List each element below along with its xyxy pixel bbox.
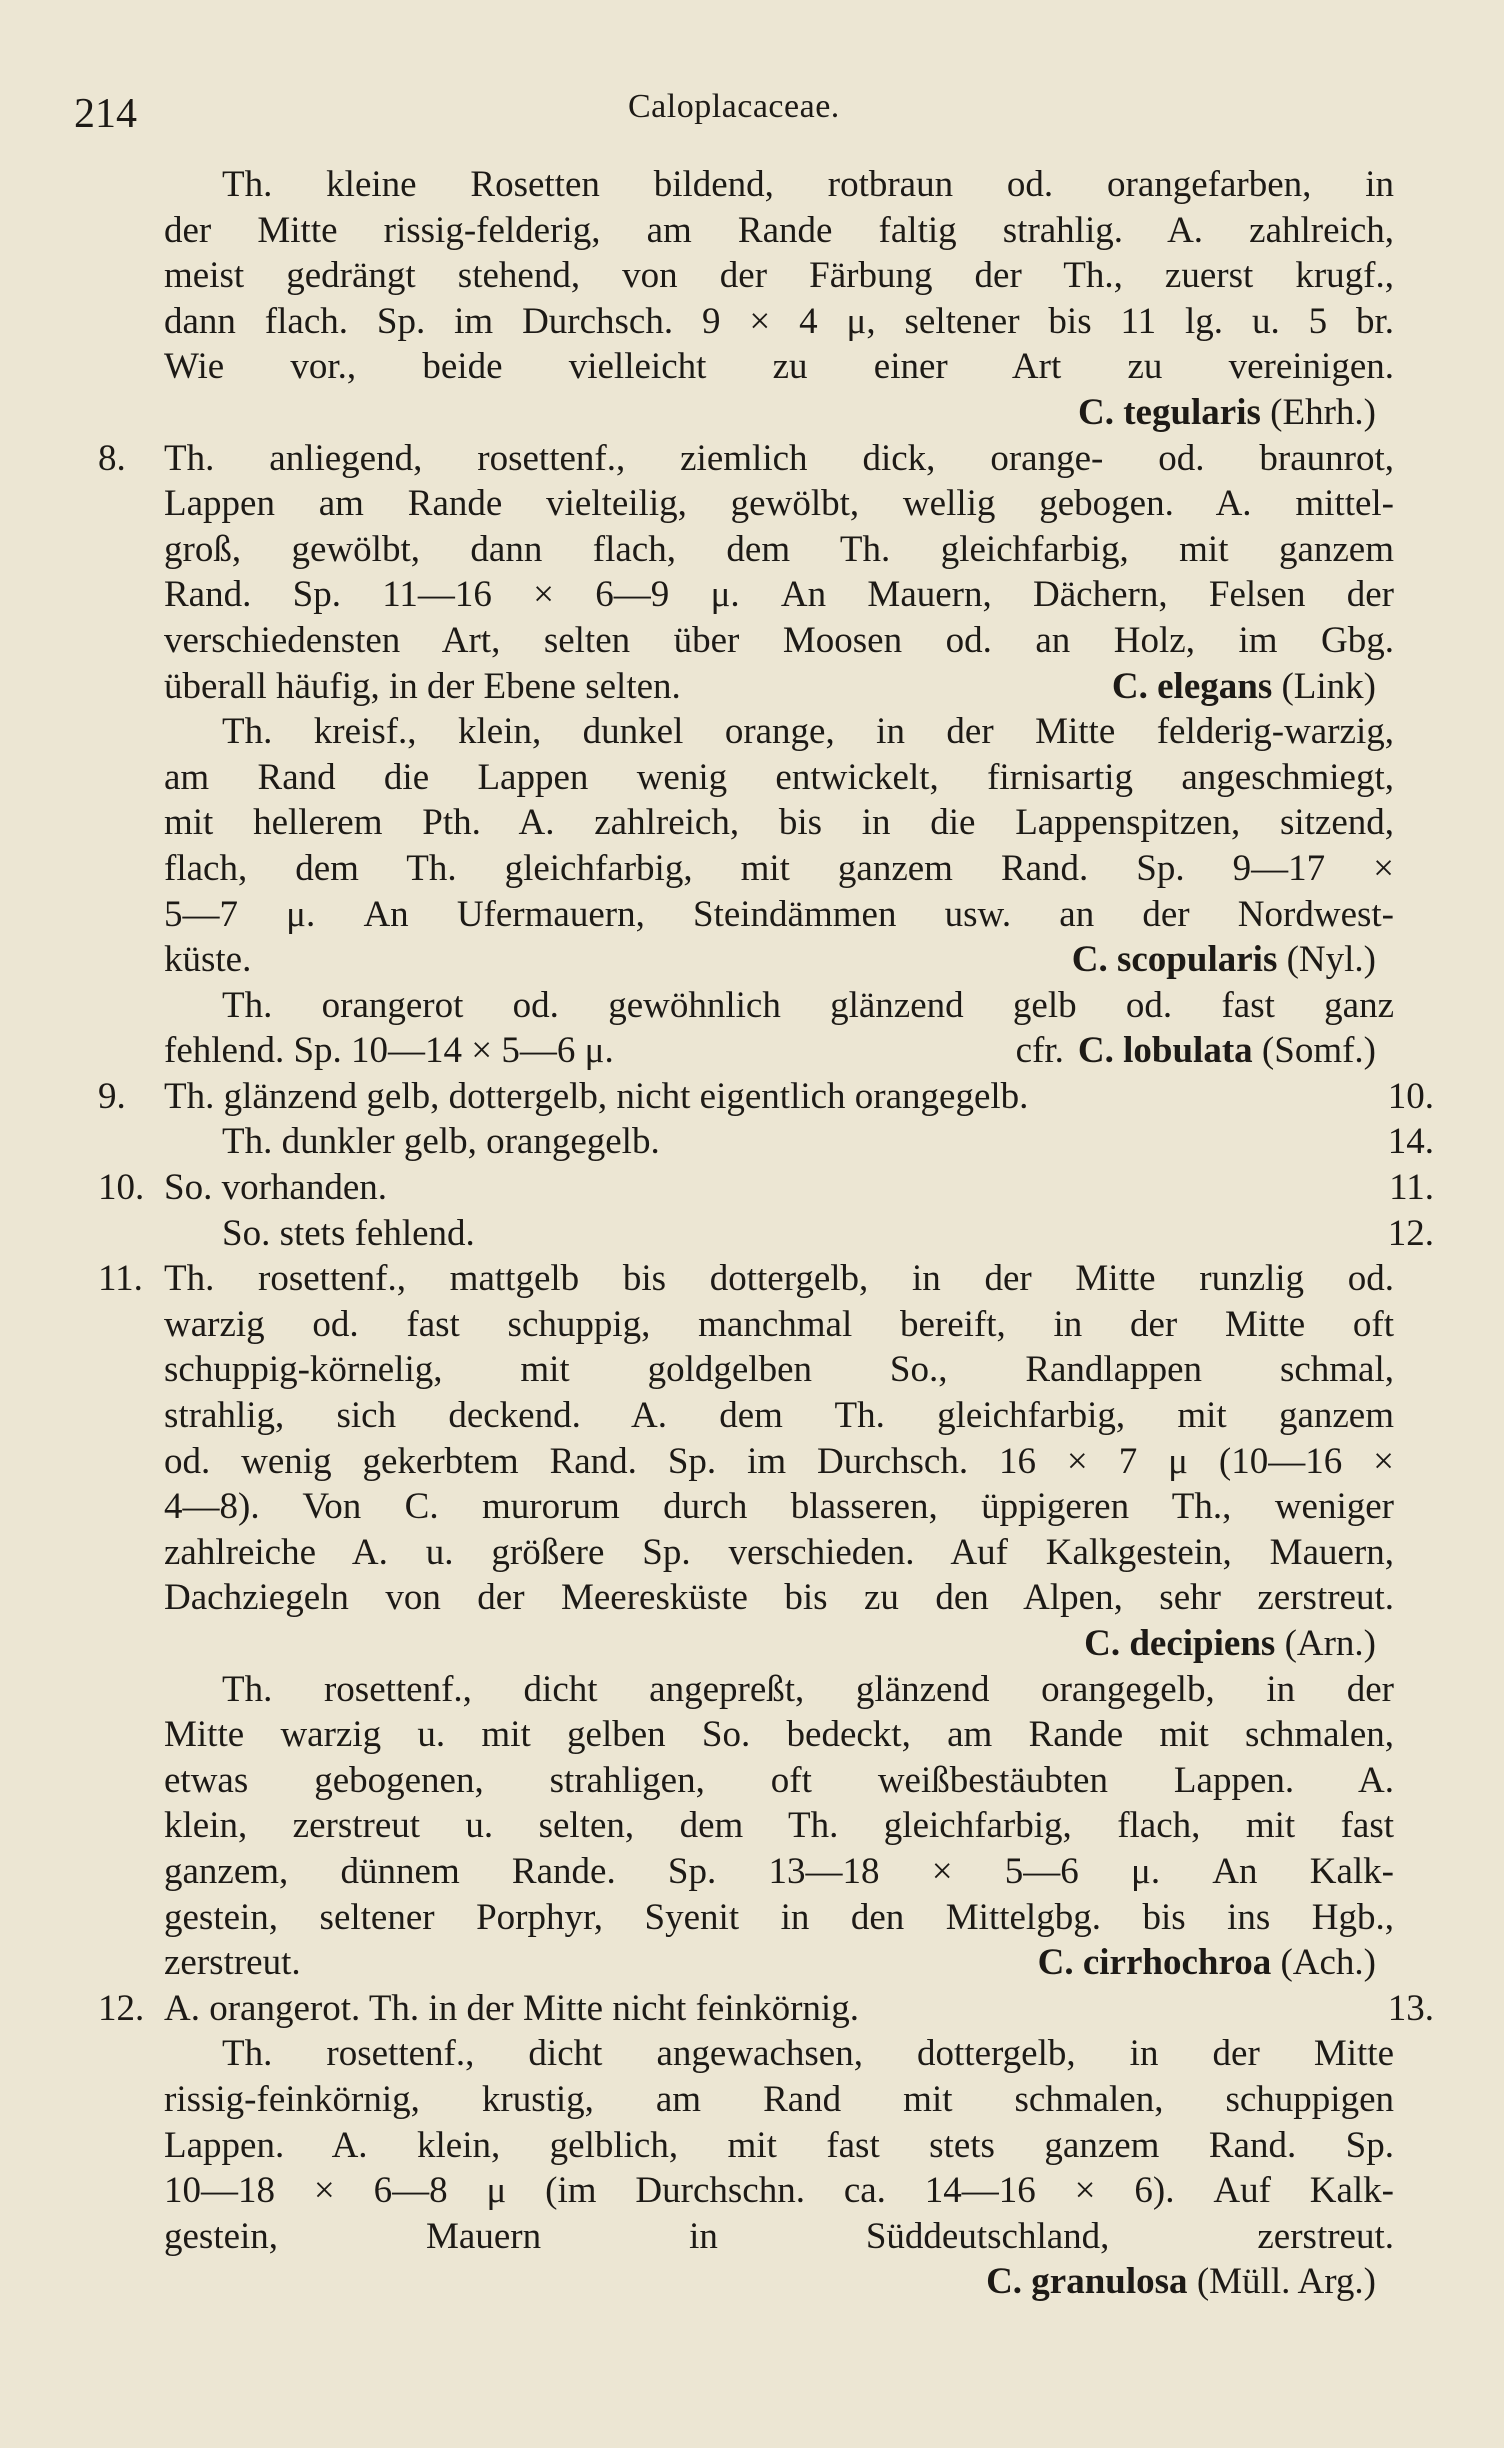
text-line — [104, 892, 1434, 938]
text-line-content: gestein, seltener Porphyr, Syenit in den Mittelgbg. bis ins Hgb., — [164, 1896, 1394, 1938]
species-binomial: C. decipiens — [1084, 1623, 1276, 1664]
text-line — [98, 436, 1434, 482]
species-name — [1038, 1940, 1376, 1986]
key-text — [98, 162, 1434, 2305]
text-line — [104, 1575, 1434, 1621]
text-line-content: Th. anliegend, rosettenf., ziemlich dick, orange- od. braunrot, — [164, 437, 1394, 479]
key-text: Th. dunkler gelb, orangegelb. — [222, 1121, 660, 1163]
species-author: (Arn.) — [1284, 1623, 1376, 1664]
key-reference: 10. — [1387, 1075, 1434, 1117]
species-name — [986, 2259, 1376, 2305]
key-number: 12. — [98, 1987, 145, 2029]
text-line — [104, 1530, 1434, 1576]
text-line-content: 10—18 × 6—8 μ (im Durchschn. ca. 14—16 × 6). Auf Kalk- — [164, 2170, 1394, 2212]
text-line-content: 4—8). Von C. murorum durch blasseren, üppigeren Th., weniger — [164, 1486, 1394, 1528]
key-text: Th. glänzend gelb, dottergelb, nicht eigentlich orangegelb. — [164, 1075, 1029, 1117]
text-line-content: Th. rosettenf., dicht angepreßt, glänzend orangegelb, in der — [222, 1668, 1394, 1710]
text-line-content: od. wenig gekerbtem Rand. Sp. im Durchsch. 16 × 7 μ (10—16 × — [164, 1440, 1394, 1482]
text-line-content: rissig-feinkörnig, krustig, am Rand mit schmalen, schuppigen — [164, 2078, 1394, 2120]
text-line — [104, 664, 1434, 710]
species-binomial: C. lobulata — [1077, 1030, 1253, 1072]
text-line — [104, 1940, 1434, 1986]
text-line-content: Dachziegeln von der Meeresküste bis zu den Alpen, sehr zerstreut. — [164, 1577, 1394, 1619]
text-line-content: Th. kreisf., klein, dunkel orange, in der Mitte felderig-warzig, — [222, 711, 1394, 753]
text-line — [104, 2168, 1434, 2214]
species-author: (Müll. Arg.) — [1196, 2261, 1376, 2303]
text-line-content: meist gedrängt stehend, von der Färbung der Th., zuerst krugf., — [164, 255, 1394, 297]
key-line — [98, 1986, 1434, 2032]
species-line — [104, 390, 1434, 436]
species-name — [1072, 937, 1376, 983]
key-reference: 12. — [1387, 1212, 1434, 1254]
text-line — [104, 2123, 1434, 2169]
key-line — [104, 1211, 1434, 1257]
text-line — [104, 1667, 1434, 1713]
text-line-content: flach, dem Th. gleichfarbig, mit ganzem Rand. Sp. 9—17 × — [164, 847, 1394, 889]
text-line — [104, 162, 1434, 208]
text-line-content: 5—7 μ. An Ufermauern, Steindämmen usw. an der Nordwest- — [164, 893, 1394, 935]
text-line — [104, 1484, 1434, 1530]
species-author: (Ach.) — [1280, 1942, 1376, 1984]
species-binomial: C. tegularis — [1077, 391, 1261, 433]
text-line-content: zerstreut. — [164, 1942, 301, 1984]
text-line-content: Th. rosettenf., mattgelb bis dottergelb, in der Mitte runzlig od. — [164, 1258, 1394, 1300]
text-line-content: groß, gewölbt, dann flach, dem Th. gleichfarbig, mit ganzem — [164, 528, 1394, 570]
key-number: 10. — [98, 1167, 145, 1209]
cfr-prefix: cfr. — [1015, 1030, 1064, 1072]
text-line — [104, 253, 1434, 299]
text-line-content: Mitte warzig u. mit gelben So. bedeckt, am Rande mit schmalen, — [164, 1714, 1394, 1756]
key-number: 11. — [98, 1258, 143, 1300]
species-line — [104, 2259, 1434, 2305]
running-title: Caloplacaceae. — [628, 88, 840, 125]
key-text: A. orangerot. Th. in der Mitte nicht feinkörnig. — [164, 1987, 859, 2029]
text-line-content: überall häufig, in der Ebene selten. — [164, 665, 681, 707]
text-line — [104, 1393, 1434, 1439]
text-line-content: schuppig-körnelig, mit goldgelben So., Randlappen schmal, — [164, 1349, 1394, 1391]
text-line — [104, 800, 1434, 846]
text-line-content: etwas gebogenen, strahligen, oft weißbestäubten Lappen. A. — [164, 1759, 1394, 1801]
text-line — [104, 1712, 1434, 1758]
text-line — [104, 1803, 1434, 1849]
species-line — [104, 1621, 1434, 1667]
text-line — [104, 618, 1434, 664]
text-line-content: zahlreiche A. u. größere Sp. verschieden. Auf Kalkgestein, Mauern, — [164, 1531, 1394, 1573]
text-line-content: Rand. Sp. 11—16 × 6—9 μ. An Mauern, Dächern, Felsen der — [164, 574, 1394, 616]
text-line — [104, 1758, 1434, 1804]
species-binomial: C. cirrhochroa — [1037, 1942, 1272, 1984]
species-binomial: C. scopularis — [1071, 939, 1278, 981]
text-line-content: fehlend. Sp. 10—14 × 5—6 μ. — [164, 1030, 614, 1072]
text-line-content: mit hellerem Pth. A. zahlreich, bis in die Lappenspitzen, sitzend, — [164, 802, 1394, 844]
text-line-content: dann flach. Sp. im Durchsch. 9 × 4 μ, seltener bis 11 lg. u. 5 br. — [164, 300, 1394, 342]
species-binomial: C. elegans — [1111, 665, 1273, 707]
text-line-content: verschiedensten Art, selten über Moosen od. an Holz, im Gbg. — [164, 619, 1394, 661]
text-line — [104, 527, 1434, 573]
text-line — [104, 1849, 1434, 1895]
text-line-content: Lappen am Rande vielteilig, gewölbt, wellig gebogen. A. mittel- — [164, 483, 1394, 525]
text-line — [104, 983, 1434, 1029]
text-line-content: klein, zerstreut u. selten, dem Th. gleichfarbig, flach, mit fast — [164, 1805, 1394, 1847]
text-line — [104, 572, 1434, 618]
text-line — [104, 1439, 1434, 1485]
text-line — [104, 208, 1434, 254]
text-line — [104, 2214, 1434, 2260]
key-line — [98, 1165, 1434, 1211]
species-name — [1078, 390, 1376, 436]
text-line — [104, 755, 1434, 801]
species-name — [1112, 664, 1376, 710]
species-author: (Somf.) — [1261, 1030, 1376, 1072]
species-author: (Link) — [1281, 665, 1376, 707]
text-line — [104, 2031, 1434, 2077]
text-line-content: am Rand die Lappen wenig entwickelt, firnisartig angeschmiegt, — [164, 756, 1394, 798]
text-line-content: Th. orangerot od. gewöhnlich glänzend gelb od. fast ganz — [222, 984, 1394, 1026]
page-header — [0, 84, 1504, 144]
species-name — [1016, 1028, 1376, 1074]
text-line — [104, 846, 1434, 892]
key-reference: 11. — [1389, 1167, 1434, 1209]
text-line-content: ganzem, dünnem Rande. Sp. 13—18 × 5—6 μ. An Kalk- — [164, 1850, 1394, 1892]
text-line-content: küste. — [164, 939, 252, 981]
key-line — [104, 1119, 1434, 1165]
key-text: So. stets fehlend. — [222, 1212, 475, 1254]
text-line — [104, 1895, 1434, 1941]
text-line — [104, 1028, 1434, 1074]
text-line-content: Th. rosettenf., dicht angewachsen, dottergelb, in der Mitte — [222, 2033, 1394, 2075]
text-line — [98, 1256, 1434, 1302]
text-line — [104, 1302, 1434, 1348]
text-line — [104, 299, 1434, 345]
text-line-content: Lappen. A. klein, gelblich, mit fast stets ganzem Rand. Sp. — [164, 2124, 1394, 2166]
text-line-content: warzig od. fast schuppig, manchmal bereift, in der Mitte oft — [164, 1303, 1394, 1345]
species-name — [1084, 1621, 1376, 1667]
species-binomial: C. granulosa — [986, 2261, 1188, 2303]
text-line-content: strahlig, sich deckend. A. dem Th. gleichfarbig, mit ganzem — [164, 1395, 1394, 1437]
text-line-content: der Mitte rissig-felderig, am Rande faltig strahlig. A. zahlreich, — [164, 209, 1394, 251]
text-line — [104, 937, 1434, 983]
text-line — [104, 709, 1434, 755]
key-reference: 13. — [1387, 1987, 1434, 2029]
key-number: 8. — [98, 437, 126, 479]
text-line — [104, 481, 1434, 527]
text-line-content: Th. kleine Rosetten bildend, rotbraun od. orangefarben, in — [222, 164, 1394, 205]
species-author: (Nyl.) — [1286, 939, 1376, 981]
key-text: So. vorhanden. — [164, 1167, 387, 1209]
key-reference: 14. — [1387, 1121, 1434, 1163]
page-number: 214 — [74, 91, 137, 137]
text-line — [104, 344, 1434, 390]
text-line-content: Wie vor., beide vielleicht zu einer Art zu vereinigen. — [164, 346, 1394, 388]
key-line — [98, 1074, 1434, 1120]
text-line — [104, 1347, 1434, 1393]
species-author: (Ehrh.) — [1270, 391, 1376, 433]
key-number: 9. — [98, 1075, 126, 1117]
text-line-content: gestein, Mauern in Süddeutschland, zerstreut. — [164, 2215, 1394, 2257]
text-line — [104, 2077, 1434, 2123]
